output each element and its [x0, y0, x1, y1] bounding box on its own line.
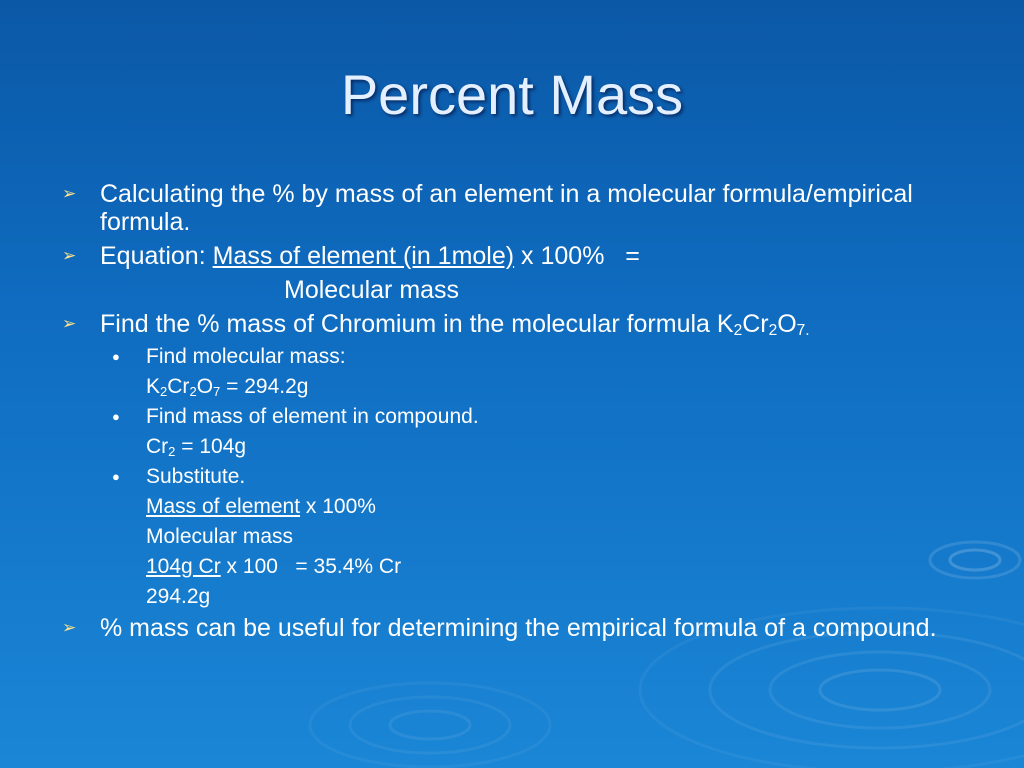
bullet-percent-mass-definition: ➢ Calculating the % by mass of an element in a molecular formula/empirical formula. [62, 180, 913, 236]
element-mass-value: $Cr_2 = 104g$ [146, 435, 247, 459]
arrow-bullet-icon: ➢ [62, 184, 77, 203]
step-find-molecular-mass: ● Find molecular mass: [112, 345, 346, 368]
calculation-denominator: 294.2g [146, 585, 211, 608]
step-substitute: ● Substitute. [112, 465, 246, 488]
dot-bullet-icon: ● [112, 349, 120, 364]
bullet-chromium-problem: ➢ Find the % mass of Chromium in the molecular formula $K_2Cr_2O_{7.}$ [62, 310, 810, 339]
formula-numerator: Mass of element x 100% [146, 495, 376, 518]
bullet-empirical-formula-note: ➢ % mass can be useful for determining the empirical formula of a compound. [62, 614, 937, 642]
bullet-equation: ➢ Equation: Mass of element (in 1mole) x 100% = [62, 242, 640, 270]
formula-denominator: Molecular mass [146, 525, 294, 548]
equation-numerator: Mass of element (in 1mole) [212, 242, 515, 270]
slide-content [62, 180, 962, 648]
slide-title: Percent Mass [340, 63, 684, 126]
calculation-numerator: 104g Cr x 100 = 35.4% Cr [146, 555, 402, 578]
arrow-bullet-icon: ➢ [62, 246, 77, 265]
dot-bullet-icon: ● [112, 409, 120, 424]
arrow-bullet-icon: ➢ [62, 618, 77, 637]
step-find-element-mass: ● Find mass of element in compound. [112, 405, 479, 428]
equation-denominator: Molecular mass [284, 276, 460, 304]
dot-bullet-icon: ● [112, 469, 120, 484]
arrow-bullet-icon: ➢ [62, 314, 77, 333]
molecular-mass-value: $K_2Cr_2O_7 = 294.2g$ [146, 375, 309, 399]
